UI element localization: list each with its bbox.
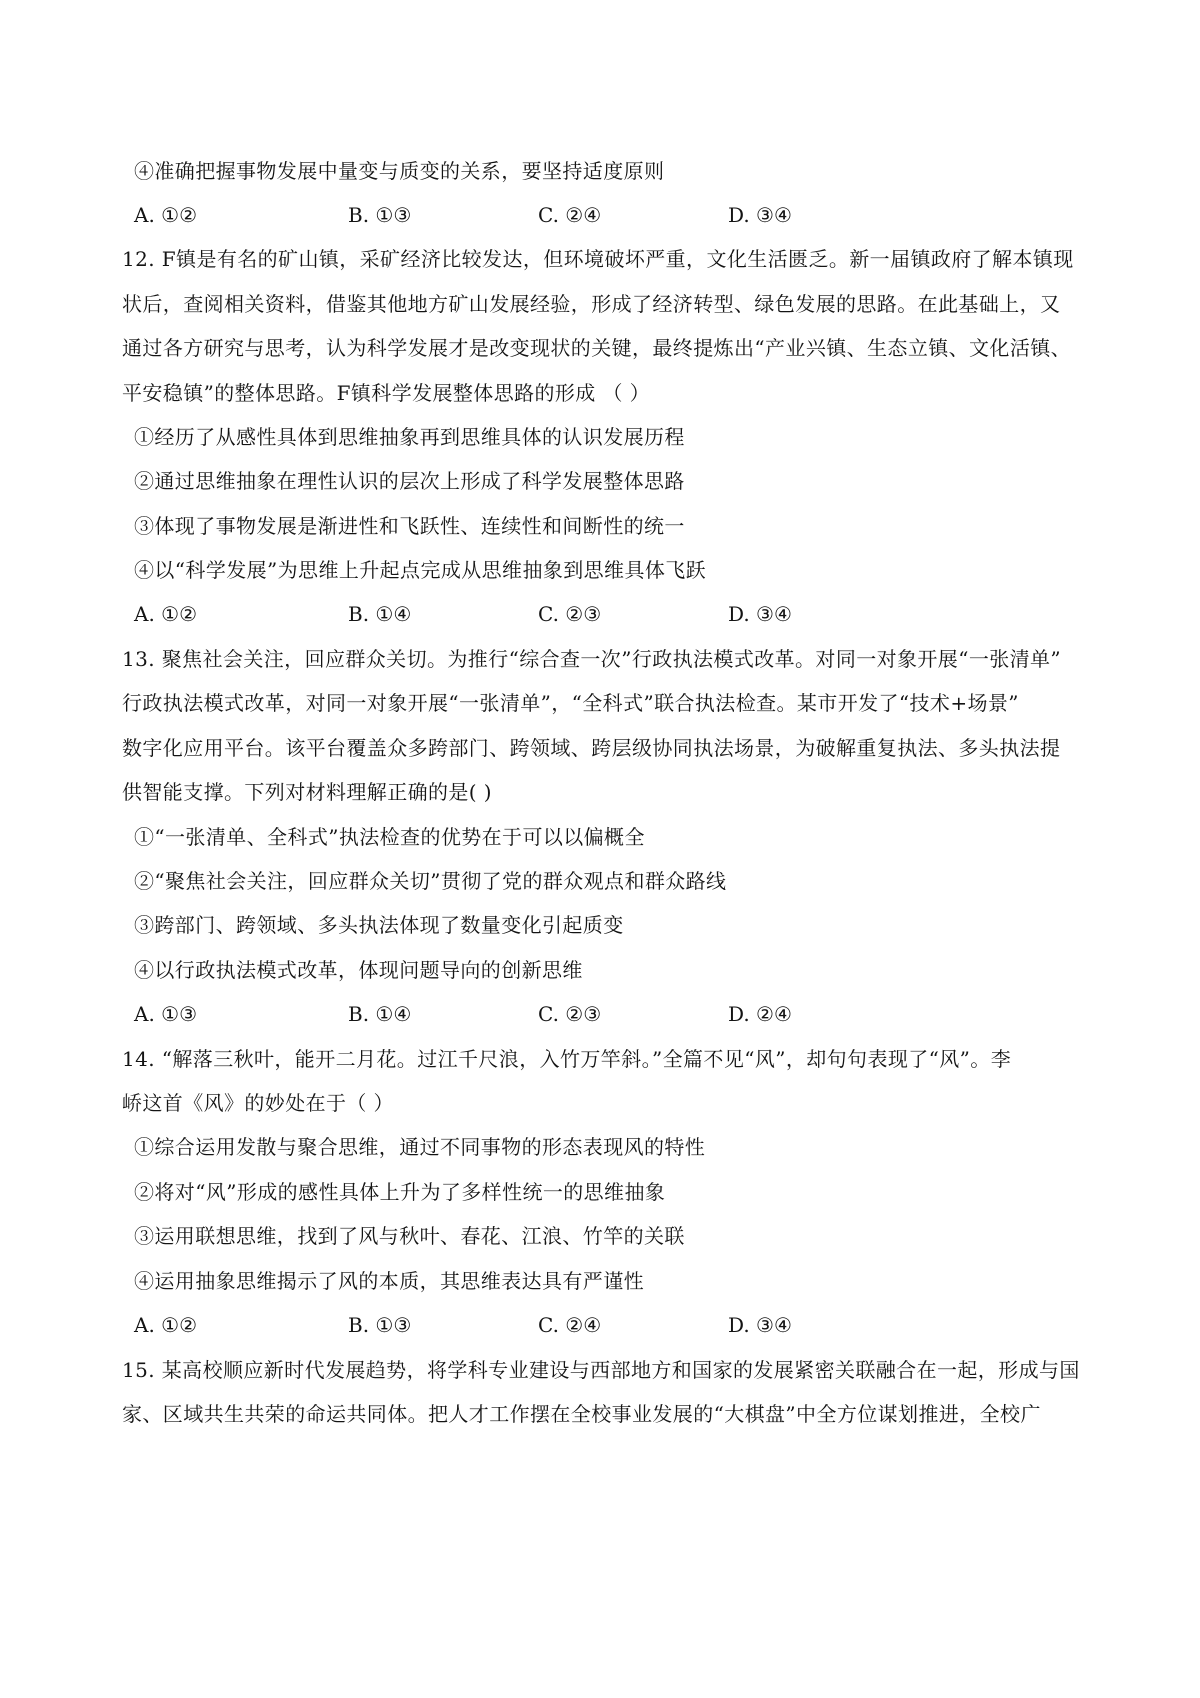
q13-choice-b: B. ①④ bbox=[348, 1002, 412, 1026]
q12-answer-choices bbox=[134, 600, 934, 628]
q12-option-2: ②通过思维抽象在理性认识的层次上形成了科学发展整体思路 bbox=[134, 469, 685, 493]
q12-option-1: ①经历了从感性具体到思维抽象再到思维具体的认识发展历程 bbox=[134, 425, 685, 449]
q12-stem-line-2: 状后，查阅相关资料，借鉴其他地方矿山发展经验，形成了经济转型、绿色发展的思路。在此基础上，又 bbox=[122, 292, 1061, 316]
q13-stem-line-4: 供智能支撑。下列对材料理解正确的是( ) bbox=[122, 780, 492, 804]
q13-option-3: ③跨部门、跨领域、多头执法体现了数量变化引起质变 bbox=[134, 913, 624, 937]
q14-option-1: ①综合运用发散与聚合思维，通过不同事物的形态表现风的特性 bbox=[134, 1135, 706, 1159]
q11-choice-b: B. ①③ bbox=[348, 203, 412, 227]
q13-stem-line-2: 行政执法模式改革，对同一对象开展“一张清单”，“全科式”联合执法检查。某市开发了“技术+场景” bbox=[122, 691, 1019, 715]
q14-option-3: ③运用联想思维，找到了风与秋叶、春花、江浪、竹竿的关联 bbox=[134, 1224, 685, 1248]
q14-stem-line-1: 14. “解落三秋叶，能开二月花。过江千尺浪，入竹万竿斜。”全篇不见“风”，却句句表现了“风”。李 bbox=[122, 1047, 1012, 1071]
q14-option-2: ②将对“风”形成的感性具体上升为了多样性统一的思维抽象 bbox=[134, 1180, 666, 1204]
q11-choice-a: A. ①② bbox=[134, 203, 198, 227]
q12-stem-line-3: 通过各方研究与思考，认为科学发展才是改变现状的关键，最终提炼出“产业兴镇、生态立镇、文化活镇、 bbox=[122, 336, 1072, 360]
q13-answer-choices bbox=[134, 1000, 934, 1028]
q12-choice-c: C. ②③ bbox=[538, 602, 602, 626]
q13-option-1: ①“一张清单、全科式”执法检查的优势在于可以以偏概全 bbox=[134, 825, 645, 849]
q13-option-4: ④以行政执法模式改革，体现问题导向的创新思维 bbox=[134, 958, 583, 982]
q11-answer-choices bbox=[134, 201, 934, 229]
q13-stem-line-3: 数字化应用平台。该平台覆盖众多跨部门、跨领域、跨层级协同执法场景，为破解重复执法、多头执法提 bbox=[122, 736, 1061, 760]
q11-choice-d: D. ③④ bbox=[728, 203, 792, 227]
q12-choice-d: D. ③④ bbox=[728, 602, 792, 626]
q13-stem-line-1: 13. 聚焦社会关注，回应群众关切。为推行“综合查一次”行政执法模式改革。对同一对象开展“一张清单” bbox=[122, 647, 1062, 671]
q11-choice-c: C. ②④ bbox=[538, 203, 602, 227]
q13-choice-c: C. ②③ bbox=[538, 1002, 602, 1026]
q11-option-4: ④准确把握事物发展中量变与质变的关系，要坚持适度原则 bbox=[134, 159, 665, 183]
q12-choice-b: B. ①④ bbox=[348, 602, 412, 626]
q15-stem-line-1: 15. 某高校顺应新时代发展趋势，将学科专业建设与西部地方和国家的发展紧密关联融合在一起，形成与国 bbox=[122, 1358, 1080, 1382]
q12-stem-line-4: 平安稳镇”的整体思路。F镇科学发展整体思路的形成 （ ） bbox=[122, 381, 651, 405]
q14-answer-choices bbox=[134, 1311, 934, 1339]
q14-choice-c: C. ②④ bbox=[538, 1313, 602, 1337]
q13-choice-a: A. ①③ bbox=[134, 1002, 198, 1026]
q13-choice-d: D. ②④ bbox=[728, 1002, 792, 1026]
q12-option-3: ③体现了事物发展是渐进性和飞跃性、连续性和间断性的统一 bbox=[134, 514, 685, 538]
q12-stem-line-1: 12. F镇是有名的矿山镇，采矿经济比较发达，但环境破坏严重，文化生活匮乏。新一届镇政府了解本镇现 bbox=[122, 247, 1074, 271]
q12-option-4: ④以“科学发展”为思维上升起点完成从思维抽象到思维具体飞跃 bbox=[134, 558, 707, 582]
q14-choice-d: D. ③④ bbox=[728, 1313, 792, 1337]
q14-choice-b: B. ①③ bbox=[348, 1313, 412, 1337]
q14-choice-a: A. ①② bbox=[134, 1313, 198, 1337]
q13-option-2: ②“聚焦社会关注，回应群众关切”贯彻了党的群众观点和群众路线 bbox=[134, 869, 727, 893]
q14-option-4: ④运用抽象思维揭示了风的本质，其思维表达具有严谨性 bbox=[134, 1269, 644, 1293]
q14-stem-line-2: 峤这首《风》的妙处在于（ ） bbox=[122, 1091, 394, 1115]
q15-stem-line-2: 家、区域共生共荣的命运共同体。把人才工作摆在全校事业发展的“大棋盘”中全方位谋划推进，全校广 bbox=[122, 1402, 1041, 1426]
q12-choice-a: A. ①② bbox=[134, 602, 198, 626]
